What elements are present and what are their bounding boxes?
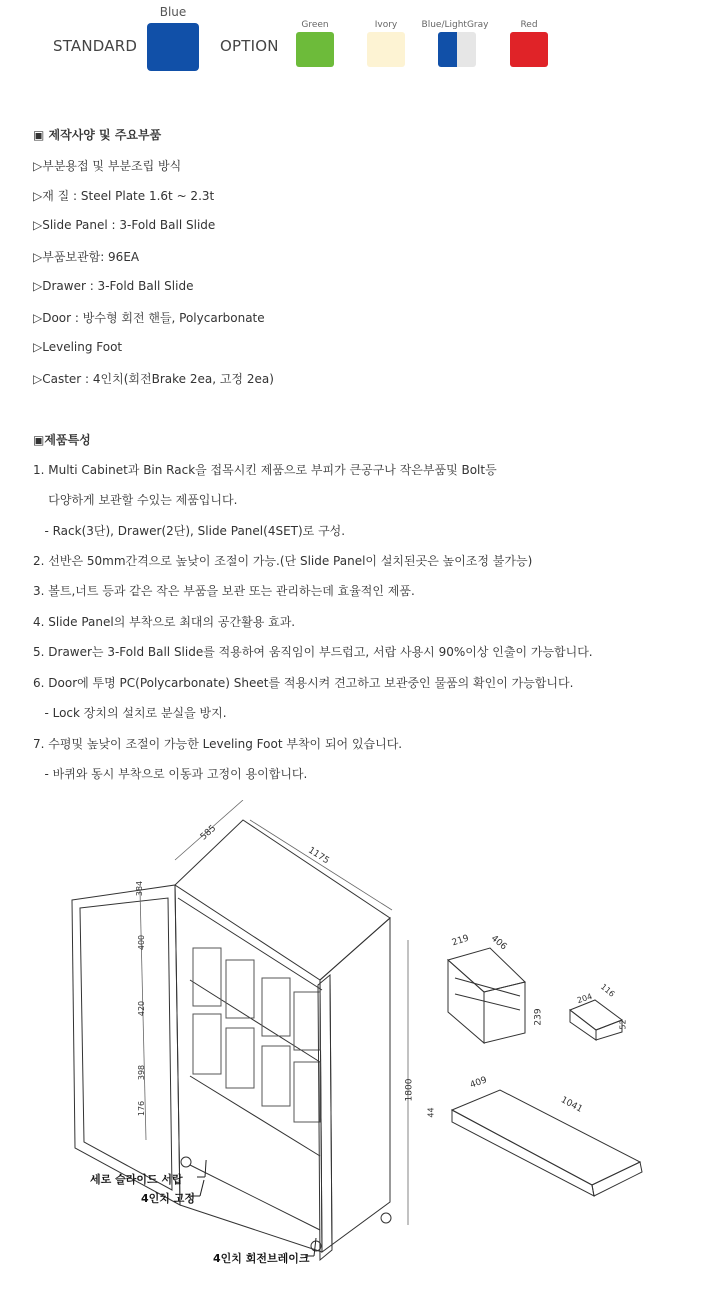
feature-line: - 바퀴와 동시 부착으로 이동과 고정이 용이합니다. [33, 767, 308, 781]
spec-item: ▷Door : 방수형 회전 핸들, Polycarbonate [33, 311, 265, 325]
spec-item: ▷Drawer : 3-Fold Ball Slide [33, 279, 194, 293]
dim-box-height: 52 [618, 1019, 628, 1030]
option-color-name: Ivory [374, 20, 398, 30]
caption-slide-drawer: 세로 슬라이드 서랍 [90, 1173, 183, 1186]
dim-bin-height: 239 [533, 1008, 544, 1026]
spec-item: ▷Leveling Foot [33, 340, 123, 354]
option-color-name: Green [301, 20, 329, 30]
dim-depth: 585 [198, 823, 219, 843]
option-swatch-green [296, 32, 334, 67]
standard-label: STANDARD [53, 37, 138, 55]
feature-line: 2. 선반은 50mm간격으로 높낮이 조절이 가능.(단 Slide Panel이 설치된곳은 높이조정 불가능) [33, 554, 533, 568]
feature-line: 다양하게 보관할 수있는 제품입니다. [33, 493, 238, 507]
dim-bin-depth: 406 [488, 933, 509, 953]
dim-door-mid: 398 [137, 1064, 147, 1081]
dim-door-mid: 420 [137, 1000, 147, 1017]
option-label: OPTION [220, 37, 279, 55]
feature-line: 1. Multi Cabinet과 Bin Rack을 접목시킨 제품으로 부피가 큰공구나 작은부품및 Bolt등 [33, 463, 497, 477]
feature-line: - Lock 장치의 설치로 분실을 방지. [33, 706, 227, 720]
caption-fixed-caster: 4인치 고정 [141, 1192, 195, 1205]
option-swatch-ivory [367, 32, 405, 67]
spec-item: ▷Caster : 4인치(회전Brake 2ea, 고정 2ea) [33, 372, 274, 386]
feature-line: 7. 수평및 높낮이 조절이 가능한 Leveling Foot 부착이 되어 있습니다. [33, 737, 403, 751]
dim-door-bottom: 176 [137, 1100, 147, 1117]
option-swatch-blue-lightgray [438, 32, 476, 67]
option-color-name: Red [520, 20, 538, 30]
caption-brake-caster: 4인치 회전브레이크 [213, 1252, 310, 1265]
dim-panel-depth: 409 [468, 1075, 489, 1091]
option-swatch-red [510, 32, 548, 67]
feature-line: 3. 볼트,너트 등과 같은 작은 부품을 보관 또는 관리하는데 효율적인 제품. [33, 584, 415, 598]
option-color-name: Blue/LightGray [421, 20, 489, 30]
standard-color-swatch [147, 23, 199, 71]
dim-panel-height: 44 [426, 1107, 436, 1118]
dim-panel-width: 1041 [558, 1095, 584, 1115]
dim-door-top: 384 [135, 880, 145, 897]
dim-box-depth: 116 [598, 982, 617, 999]
dim-box-width: 204 [575, 991, 594, 1006]
dim-width: 1175 [306, 845, 331, 867]
spec-item: ▷부분용접 및 부분조립 방식 [33, 159, 182, 173]
bin-rack [448, 948, 525, 1043]
spec-item: ▷Slide Panel : 3-Fold Ball Slide [33, 218, 216, 232]
feature-line: 5. Drawer는 3-Fold Ball Slide를 적용하여 움직임이 부드럽고, 서랍 사용시 90%이상 인출이 가능합니다. [33, 645, 593, 659]
feature-line: 4. Slide Panel의 부착으로 최대의 공간활용 효과. [33, 615, 296, 629]
drawer-grid [193, 948, 320, 1122]
features-heading: ▣제품특성 [33, 433, 91, 447]
standard-color-name: Blue [159, 5, 187, 19]
dim-height: 1800 [404, 1078, 415, 1102]
feature-line: 6. Door에 투명 PC(Polycarbonate) Sheet를 적용시켜 견고하고 보관중인 물품의 확인이 가능합니다. [33, 676, 574, 690]
spec-item: ▷부품보관함: 96EA [33, 250, 140, 264]
small-box [570, 1000, 622, 1040]
dim-door-mid: 400 [137, 934, 147, 951]
feature-line: - Rack(3단), Drawer(2단), Slide Panel(4SET)로 구성. [33, 524, 346, 538]
spec-item: ▷재 질 : Steel Plate 1.6t ~ 2.3t [33, 189, 215, 203]
dim-bin-width: 219 [450, 933, 471, 949]
caption-leaders [0, 1160, 709, 1260]
spec-heading: ▣ 제작사양 및 주요부품 [33, 128, 162, 142]
